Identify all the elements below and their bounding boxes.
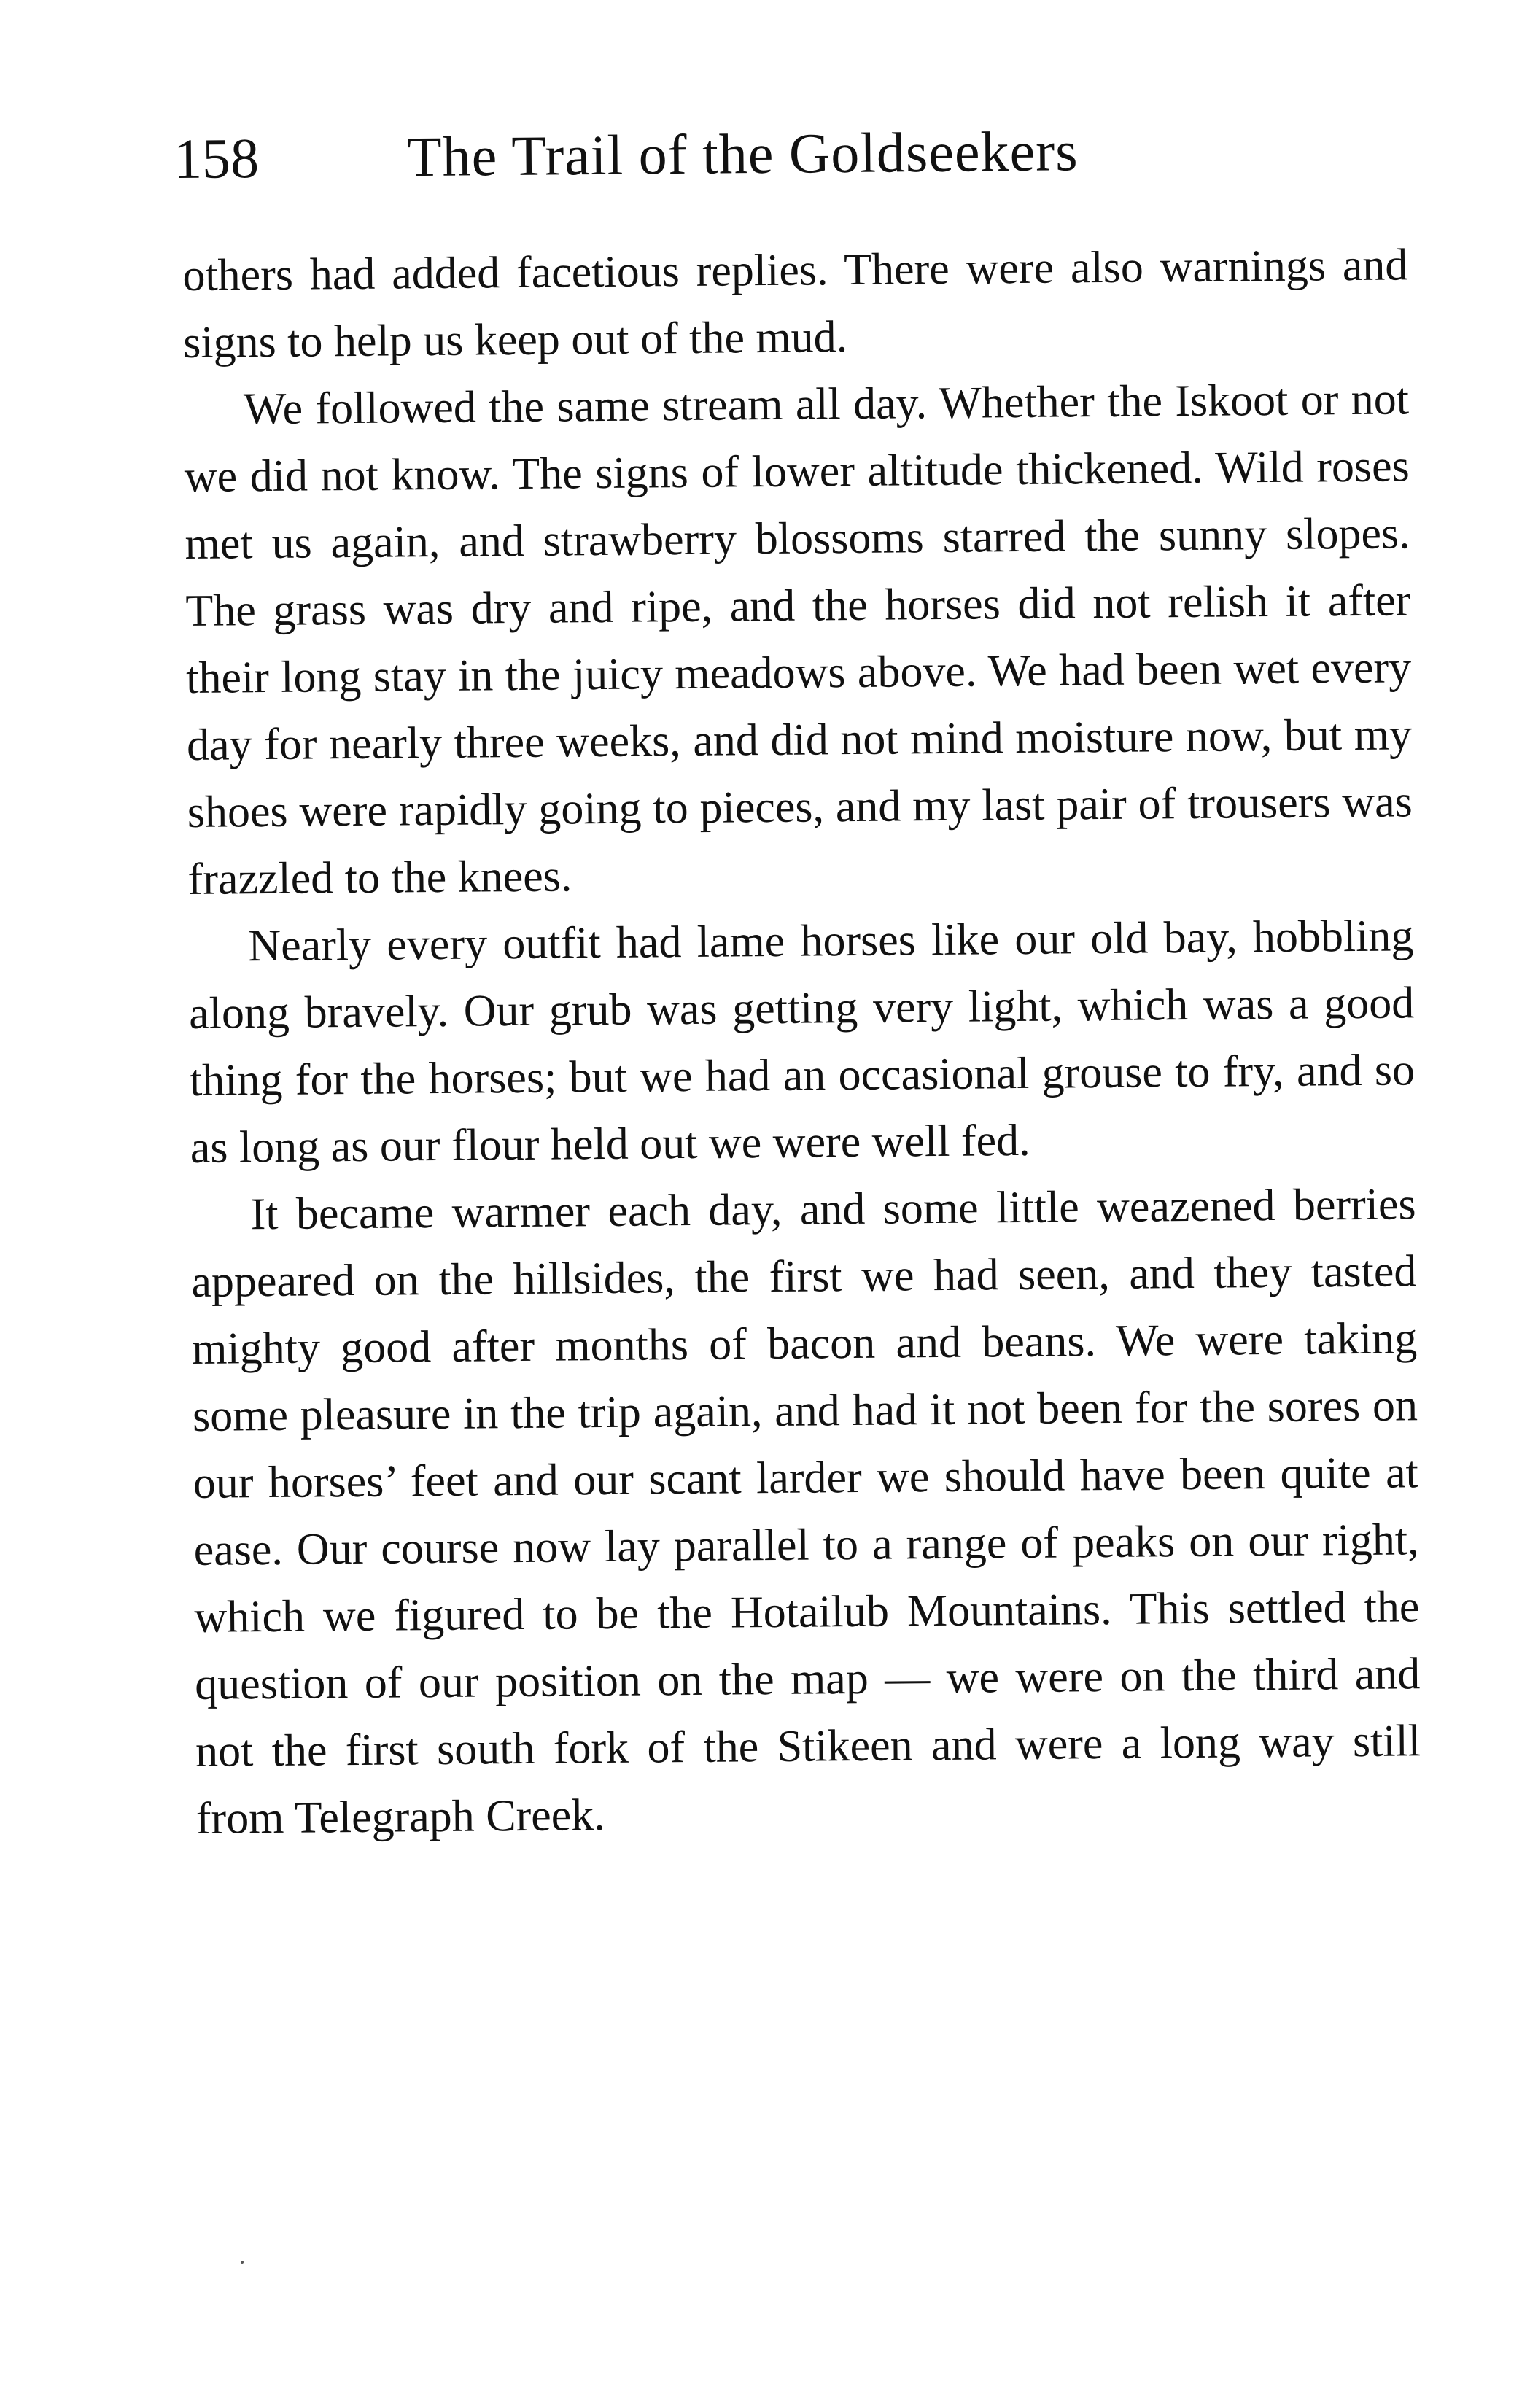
- paragraph: It became warmer each day, and some little weazened berries appeared on the hillsides, the first we had seen, and they tasted mighty good after months of bacon and beans. We were taking some pleasure in the trip again, and had it not been for the sores on our horses’ feet and our scant larder we should have been quite at ease. Our course now lay parallel to a range of peaks on our right, which we figured to be the Hotailub Mountains. This settled the question of our position on the map — we were on the third and not the first south fork of the Stikeen and were a long way still from Telegraph Creek.: [191, 1179, 1421, 1844]
- paragraph-continued: others had added facetious replies. There were also warnings and signs to help us keep out of the mud.: [182, 240, 1408, 368]
- paragraph: Nearly every outfit had lame horses like our old bay, hobbling along bravely. Our grub was getting very light, which was a good thing for the horses; but we had an occasional grouse to fry, and so as long as our flour held out we were well fed.: [188, 911, 1416, 1173]
- running-head: [173, 106, 1195, 203]
- paragraph: We followed the same stream all day. Whether the Iskoot or not we did not know. The signs of lower altitude thickened. Wild roses met us again, and strawberry blossoms starred the sunny slopes. The grass was dry and ripe, and the horses did not relish it after their long stay in the juicy meadows above. We had been wet every day for nearly three weeks, and did not mind moisture now, but my shoes were rapidly going to pieces, and my last pair of trousers was frazzled to the knees.: [184, 374, 1413, 904]
- body-text: [182, 231, 1421, 1852]
- running-title: The Trail of the Goldseekers: [406, 119, 1079, 189]
- print-speck: [241, 2261, 244, 2264]
- page-number: 158: [173, 125, 260, 190]
